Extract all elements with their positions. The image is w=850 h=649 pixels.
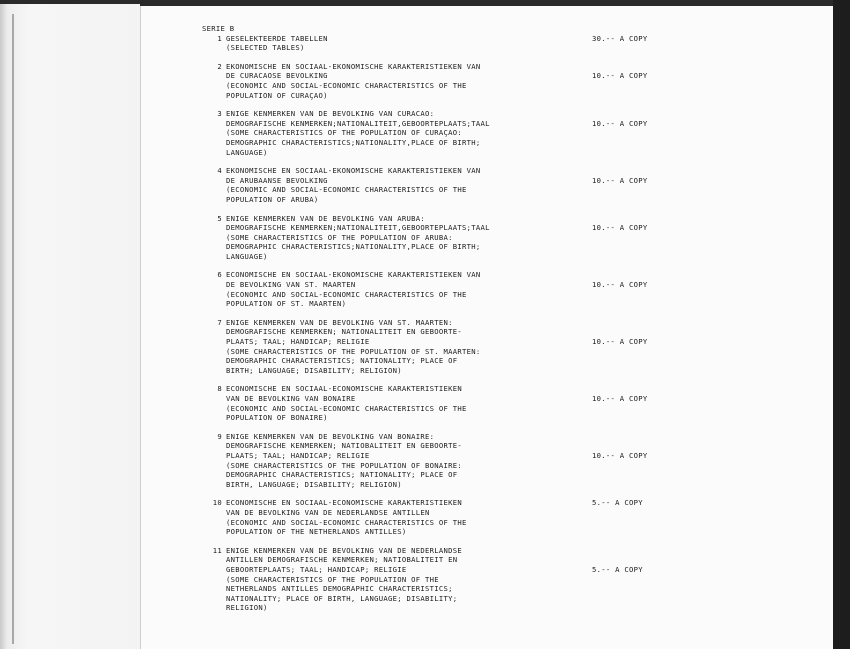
title-line: ECONOMISCHE EN SOCIAAL-EKONOMISCHE KARAKTERISTIEKEN VAN <box>226 270 481 280</box>
title-line: POPULATION OF CURAÇAO) <box>226 90 328 100</box>
title-line: VAN DE BEVOLKING VAN BONAIRE <box>226 394 356 403</box>
title-line: (ECONOMIC AND SOCIAL-ECONOMIC CHARACTERISTICS OF THE <box>226 289 467 299</box>
item-number: 8 <box>217 384 222 394</box>
title-line: DE BEVOLKING VAN ST. MAARTEN <box>226 280 356 290</box>
title-line: ENIGE KENMERKEN VAN DE BEVOLKING VAN DE NEDERLANDSE <box>226 545 462 555</box>
title-line: PLAATS; TAAL; HANDICAP; RELIGIE <box>226 337 370 347</box>
title-line: ENIGE KENMERKEN VAN DE BEVOLKING VAN BONAIRE: <box>226 431 435 441</box>
title-line: ANTILLEN DEMOGRAFISCHE KENMERKEN; NATIOBALITEIT EN <box>226 555 458 565</box>
title-line: BIRTH, LANGUAGE; DISABILITY; RELIGION) <box>226 479 402 489</box>
item-number: 6 <box>217 270 222 280</box>
left-page-edge <box>0 4 140 649</box>
item-title <box>226 432 566 490</box>
item-title <box>226 318 566 376</box>
title-line: (SOME CHARACTERISTICS OF THE POPULATION OF THE <box>226 574 439 584</box>
item-price: 10.-- A COPY <box>592 118 648 128</box>
title-line: LANGUAGE) <box>226 251 268 261</box>
title-line: BIRTH; LANGUAGE; DISABILITY; RELIGION) <box>226 365 402 375</box>
title-line: DE ARUBAANSE BEVOLKING <box>226 175 328 185</box>
title-line: VAN DE BEVOLKING VAN DE NEDERLANDSE ANTILLEN <box>226 507 430 517</box>
title-line: ECONOMISCHE EN SOCIAAL-ECONOMISCHE KARAKTERISTIEKEN <box>226 384 462 394</box>
title-line: ENIGE KENMERKEN VAN DE BEVOLKING VAN CURACAO: <box>226 109 435 119</box>
publication-item <box>200 166 680 204</box>
scan-border <box>833 0 850 649</box>
title-line: DEMOGRAPHIC CHARACTERISTICS; NATIONALITY; PLACE OF <box>226 356 458 366</box>
item-price: 10.-- A COPY <box>592 280 648 290</box>
item-number: 4 <box>217 166 222 176</box>
title-line: POPULATION OF BONAIRE) <box>226 413 328 423</box>
title-line: (SELECTED TABLES) <box>226 43 305 53</box>
title-line: PLAATS; TAAL; HANDICAP; RELIGIE <box>226 450 370 460</box>
title-line: RELIGION) <box>226 603 268 613</box>
title-line: DEMOGRAPHIC CHARACTERISTICS; NATIONALITY; PLACE OF <box>226 470 458 480</box>
title-line: ECONOMISCHE EN SOCIAAL-ECONOMISCHE KARAKTERISTIEKEN <box>226 498 462 508</box>
item-price: 10.-- A COPY <box>592 337 648 347</box>
item-number: 11 <box>212 545 222 555</box>
title-line: NETHERLANDS ANTILLES DEMOGRAPHIC CHARACTERISTICS; <box>226 584 453 594</box>
title-line: EKONOMISCHE EN SOCIAAL-EKONOMISCHE KARAKTERISTIEKEN VAN <box>226 61 481 71</box>
title-line: (ECONOMIC AND SOCIAL-ECONOMIC CHARACTERISTICS OF THE <box>226 185 467 195</box>
title-line: LANGUAGE) <box>226 147 268 157</box>
title-line: EKONOMISCHE EN SOCIAAL-EKONOMISCHE KARAKTERISTIEKEN VAN <box>226 166 481 176</box>
title-line: (ECONOMIC AND SOCIAL-ECONOMIC CHARACTERISTICS OF THE <box>226 517 467 527</box>
publication-list <box>200 24 680 613</box>
item-price: 5.-- A COPY <box>592 564 643 574</box>
item-title <box>226 62 566 100</box>
item-price: 5.-- A COPY <box>592 498 643 508</box>
title-line: ENIGE KENMERKEN VAN DE BEVOLKING VAN ARUBA: <box>226 213 425 223</box>
publication-item <box>200 384 680 422</box>
serie-heading: SERIE B <box>202 24 235 33</box>
title-line: DEMOGRAPHIC CHARACTERISTICS;NATIONALITY,PLACE OF BIRTH; <box>226 137 481 147</box>
publication-item <box>200 318 680 376</box>
item-title <box>226 166 566 204</box>
item-number: 9 <box>217 431 222 441</box>
title-line: DEMOGRAPHIC CHARACTERISTICS;NATIONALITY,PLACE OF BIRTH; <box>226 242 481 252</box>
title-line: (SOME CHARACTERISTICS OF THE POPULATION OF ARUBA: <box>226 232 453 242</box>
title-line: POPULATION OF ST. MAARTEN) <box>226 299 347 309</box>
binding-shadow <box>12 14 14 644</box>
title-line: GESELEKTEERDE TABELLEN <box>226 33 328 43</box>
item-number: 10 <box>212 498 222 508</box>
title-line: NATIONALITY; PLACE OF BIRTH, LANGUAGE; DISABILITY; <box>226 593 458 603</box>
item-title <box>226 384 566 422</box>
title-line: POPULATION OF ARUBA) <box>226 194 319 204</box>
title-line: (ECONOMIC AND SOCIAL-ECONOMIC CHARACTERISTICS OF THE <box>226 80 467 90</box>
publication-item <box>200 270 680 308</box>
item-title <box>226 270 566 308</box>
title-line: DEMOGRAFISCHE KENMERKEN; NATIONALITEIT EN GEBOORTE- <box>226 327 462 337</box>
title-line: DEMOGRAFISCHE KENMERKEN;NATIONALITEIT,GEBOORTEPLAATS;TAAL <box>226 223 490 233</box>
title-line: POPULATION OF THE NETHERLANDS ANTILLES) <box>226 527 407 537</box>
title-line: DE CURACAOSE BEVOLKING <box>226 71 328 81</box>
publication-item <box>200 432 680 490</box>
item-price: 10.-- A COPY <box>592 175 648 185</box>
item-price: 10.-- A COPY <box>592 394 648 403</box>
item-number: 3 <box>217 109 222 119</box>
publication-item <box>200 34 680 53</box>
title-line: (SOME CHARACTERISTICS OF THE POPULATION OF ST. MAARTEN: <box>226 346 481 356</box>
item-number: 7 <box>217 317 222 327</box>
title-line: (SOME CHARACTERISTICS OF THE POPULATION OF BONAIRE: <box>226 460 462 470</box>
item-price: 10.-- A COPY <box>592 223 648 233</box>
item-number: 2 <box>217 61 222 71</box>
item-price: 30.-- A COPY <box>592 33 648 43</box>
publication-item <box>200 62 680 100</box>
publication-item <box>200 214 680 262</box>
publication-item <box>200 498 680 536</box>
item-title <box>226 109 566 157</box>
publication-item <box>200 546 680 613</box>
items-container <box>200 34 680 613</box>
title-line: (SOME CHARACTERISTICS OF THE POPULATION OF CURAÇAO: <box>226 128 462 138</box>
item-title <box>226 34 566 53</box>
item-number: 1 <box>217 33 222 43</box>
title-line: ENIGE KENMERKEN VAN DE BEVOLKING VAN ST. MAARTEN: <box>226 317 453 327</box>
item-price: 10.-- A COPY <box>592 71 648 81</box>
item-title <box>226 546 566 613</box>
publication-item <box>200 109 680 157</box>
title-line: DEMOGRAFISCHE KENMERKEN;NATIONALITEIT,GEBOORTEPLAATS;TAAL <box>226 118 490 128</box>
item-title <box>226 498 566 536</box>
item-title <box>226 214 566 262</box>
item-price: 10.-- A COPY <box>592 450 648 460</box>
item-number: 5 <box>217 213 222 223</box>
title-line: DEMOGRAFISCHE KENMERKEN; NATIOBALITEIT EN GEBOORTE- <box>226 441 462 451</box>
title-line: (ECONOMIC AND SOCIAL-ECONOMIC CHARACTERISTICS OF THE <box>226 403 467 413</box>
title-line: GEBOORTEPLAATS; TAAL; HANDICAP; RELIGIE <box>226 564 407 574</box>
